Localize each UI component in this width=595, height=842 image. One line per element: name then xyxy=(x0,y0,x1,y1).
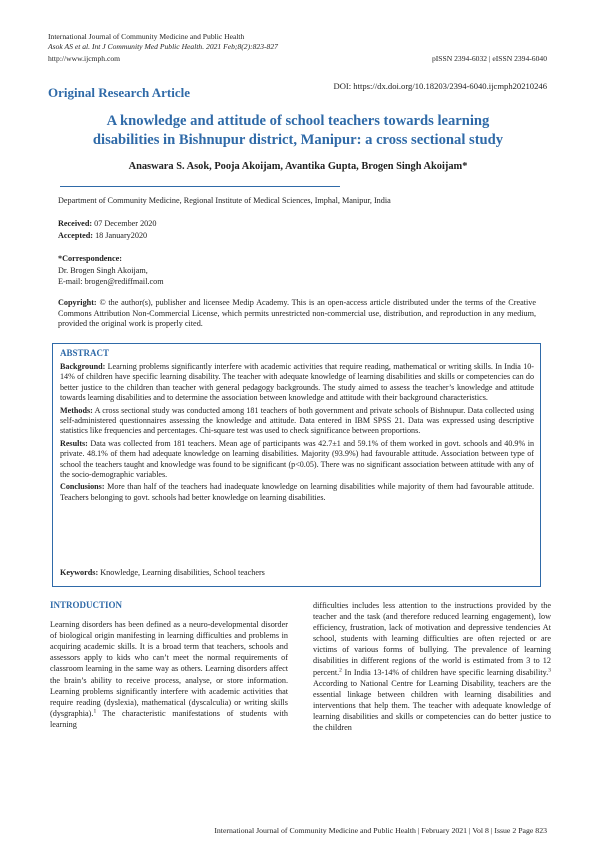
correspondence-label: *Correspondence: xyxy=(58,254,122,263)
accepted-value: 18 January2020 xyxy=(95,231,148,240)
conclusions-label: Conclusions: xyxy=(60,482,105,492)
methods-label: Methods: xyxy=(60,405,93,415)
issn: pISSN 2394-6032 | eISSN 2394-6040 xyxy=(431,54,547,63)
copyright-label: Copyright: xyxy=(58,298,97,307)
keywords-label: Keywords: xyxy=(60,568,99,577)
correspondence-name: Dr. Brogen Singh Akoijam, xyxy=(58,266,148,275)
intro-left-text xyxy=(50,619,288,730)
copyright-notice xyxy=(58,298,536,330)
abstract-conclusions xyxy=(60,482,534,503)
reference-1[interactable]: 1 xyxy=(93,708,97,715)
accepted-label: Accepted: xyxy=(58,231,94,240)
abstract-background xyxy=(60,362,534,404)
introduction-heading: INTRODUCTION xyxy=(50,600,123,610)
keywords-text: Knowledge, Learning disabilities, School teachers xyxy=(100,568,265,577)
abstract-heading: ABSTRACT xyxy=(60,348,110,358)
copyright-text: © the author(s), publisher and licensee Medip Academy. This is an open-access article distributed under the terms of the Creative Commons Attribution Non-Commercial License, which permits unrestricted non-commercial use, distribution, and reproduction in any medium, provided the original work is properly cited. xyxy=(58,298,537,329)
intro-right-c: According to National Centre for Learning Disability, teachers are the essential linkage between children with learning disabilities and interventions that help them. The teacher with adequate knowledge of learning disabilities and skills or competencies can do better justice to the children xyxy=(313,678,551,733)
received-value: 07 December 2020 xyxy=(94,219,157,228)
reference-2[interactable]: 2 xyxy=(339,666,342,673)
accepted-date xyxy=(58,231,147,242)
title-line-1: A knowledge and attitude of school teachers towards learning xyxy=(106,113,490,129)
citation: Asok AS et al. Int J Community Med Public Health. 2021 Feb;8(2):823-827 xyxy=(48,42,278,51)
results-label: Results: xyxy=(60,438,88,448)
article-type: Original Research Article xyxy=(48,85,191,100)
left-column xyxy=(50,600,288,730)
title-line-2: disabilities in Bishnupur district, Manipur: a cross sectional study xyxy=(92,132,504,148)
right-column xyxy=(313,600,551,733)
keywords xyxy=(60,568,265,577)
abstract-methods xyxy=(60,406,534,437)
conclusions-text: More than half of the teachers had inadequate knowledge on learning disabilities while majority of them had favourable attitude. Teachers belonging to govt. schools had better knowledge on learning disabilities. xyxy=(60,482,534,502)
doi-link[interactable]: DOI: https://dx.doi.org/10.18203/2394-6040.ijcmph20210246 xyxy=(333,81,547,91)
received-label: Received: xyxy=(58,219,93,228)
methods-text: A cross sectional study was conducted among 181 teachers of both government and private schools of Bishnupur. Data collected using self-administered questionnaires assessing the knowledge and attitude. Data entered in IBM SPSS 21. Data was expressed using descriptive statistics like frequencies and percentages. Chi-square test was used to check significance between proportions. xyxy=(60,405,534,436)
intro-right-a: difficulties includes less attention to the instructions provided by the teacher and the task (and therefore reduced learning engagement), low efficiency, frustration, lack of motivation and depressive tendencies At school, students with learning difficulties are often rejected or are victims of various forms of bullying. The prevalence of learning disabilities in different regions of the world is estimated from 3 to 12 percent. xyxy=(313,601,551,677)
received-date xyxy=(58,219,156,230)
abstract-body xyxy=(60,362,534,505)
background-text: Learning problems significantly interfere with academic activities that require reading, mathematical or writing skills. In India 10-14% of children have specific learning disability. The teacher with adequate knowledge of learning disabilities and skills or competencies can do better justice to the children than teacher with general pedagogy backgrounds. The study aimed to assess the teacher’s knowledge and attitude towards learning disabilities and to determine the association between knowledge and attitude with their background characteristics. xyxy=(60,362,534,403)
background-label: Background: xyxy=(60,362,106,371)
intro-left-tail: The characteristic manifestations of students with learning xyxy=(50,708,288,729)
reference-3[interactable]: 3 xyxy=(548,666,551,673)
correspondence-email[interactable]: E-mail: brogen@rediffmail.com xyxy=(58,277,164,286)
divider xyxy=(60,186,340,187)
abstract-results xyxy=(60,439,534,481)
intro-left-body: Learning disorders has been defined as a neuro-developmental disorder of biological origin manifesting in learning difficulties and problems in acquiring academic skills. It is a broad term that teachers, schools and assessors apply to kids who can’t meet the normal requirements of classroom learning in the same way as others. Learning disorders affect the brain’s ability to receive process, analyse, or store information. Learning problems significantly interfere with academic activities that require reading (dyslexia), mathematical (dyscalculia) or writing skills (dysgraphia). xyxy=(50,620,288,718)
article-title xyxy=(48,112,548,150)
results-text: Data was collected from 181 teachers. Mean age of participants was 42.7±1 and 59.1% of them worked in govt. schools and 40.9% in private. 48.1% of them had adequate knowledge on learning disabilities. Majority (93.9%) had favourable attitude. Association between type of school the teachers taught and knowledge was found to be significant (p<0.05). There was no significant association between attitude with any of the socio-demographic variables. xyxy=(60,438,534,480)
journal-url[interactable]: http://www.ijcmph.com xyxy=(48,54,121,63)
authors: Anaswara S. Asok, Pooja Akoijam, Avantika Gupta, Brogen Singh Akoijam* xyxy=(128,161,468,172)
page-footer: International Journal of Community Medicine and Public Health | February 2021 | Vol 8 | Issue 2 Page 823 xyxy=(214,826,547,835)
intro-right-b: In India 13-14% of children have specific learning disability. xyxy=(341,667,549,677)
journal-name: International Journal of Community Medicine and Public Health xyxy=(48,32,245,41)
intro-right-text xyxy=(313,600,551,733)
affiliation: Department of Community Medicine, Regional Institute of Medical Sciences, Imphal, Manipur, India xyxy=(58,196,391,205)
